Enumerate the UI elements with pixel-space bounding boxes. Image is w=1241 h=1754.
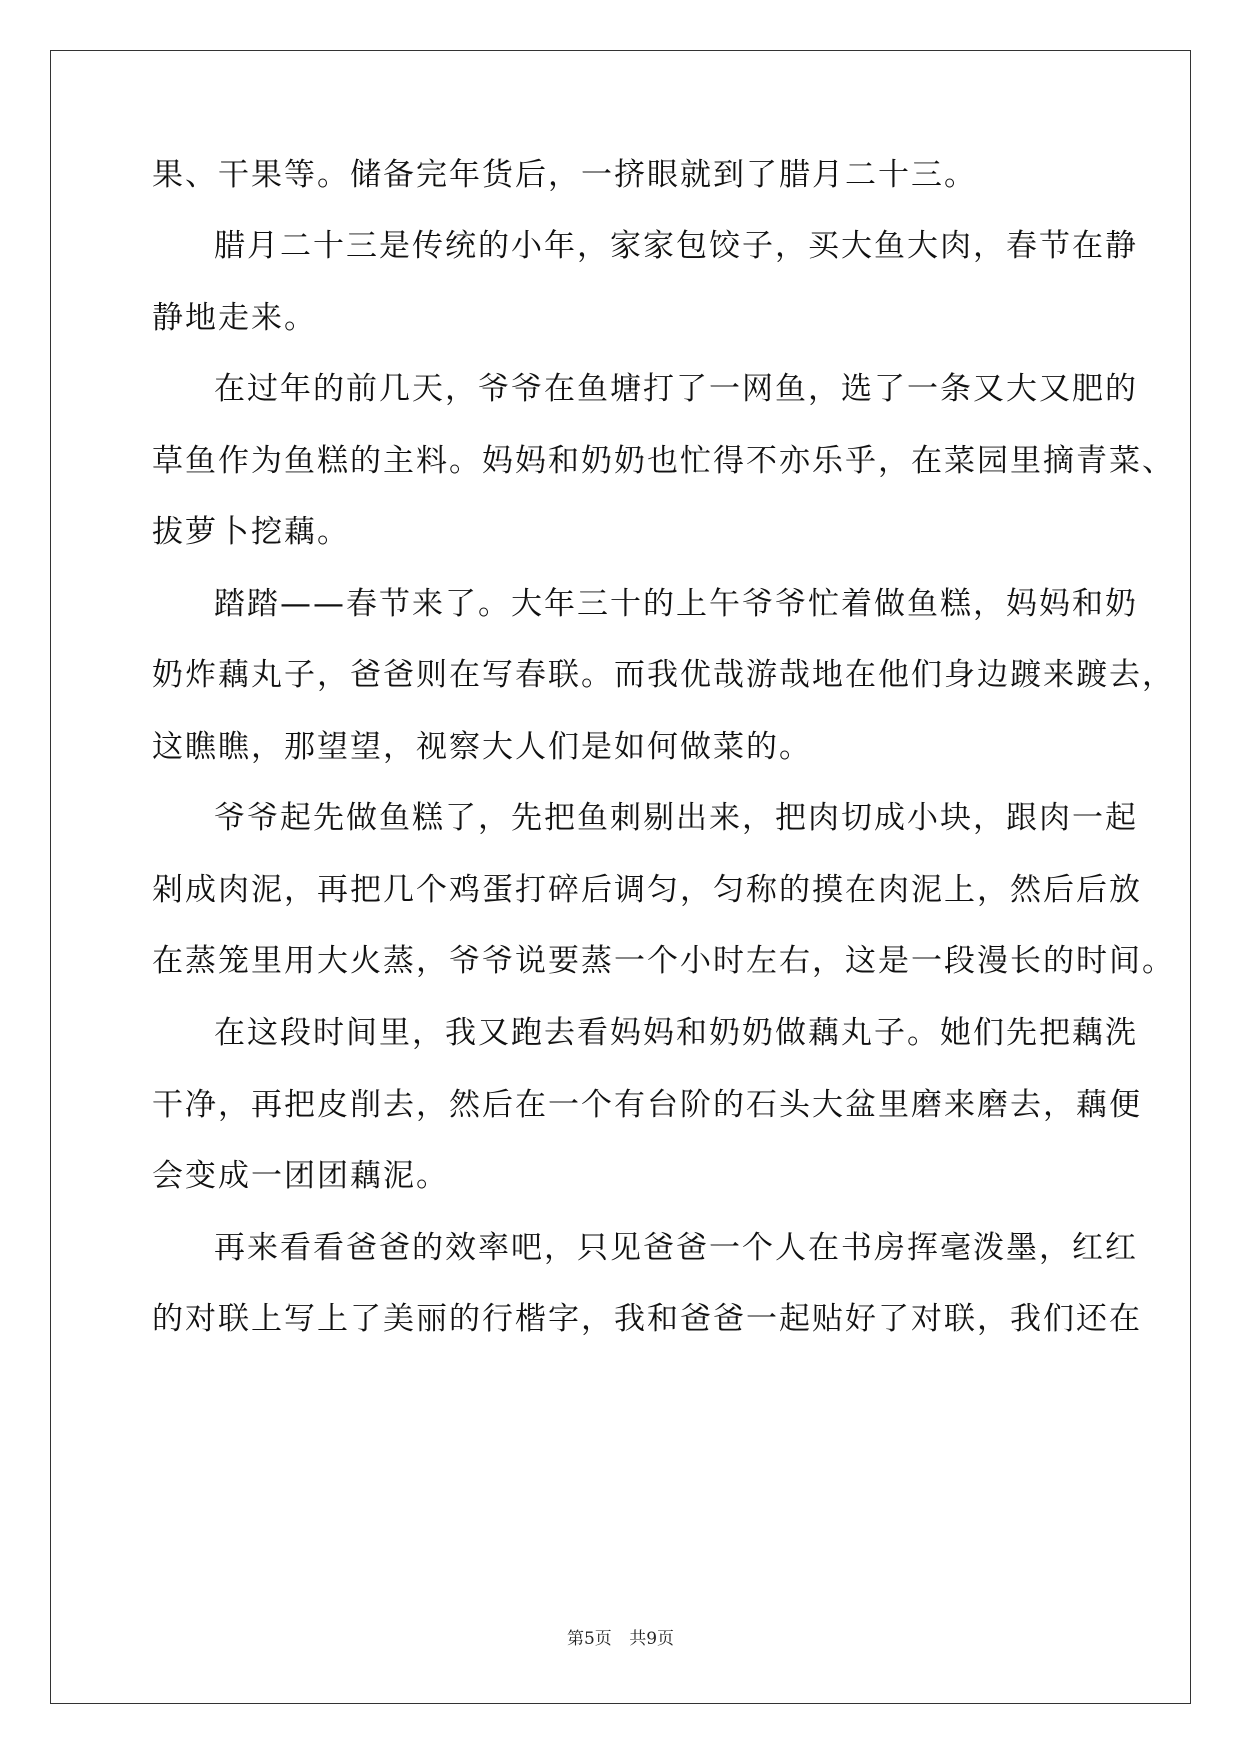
text-line-5: 草鱼作为鱼糕的主料。妈妈和奶奶也忙得不亦乐乎，在菜园里摘青菜、 — [152, 443, 1175, 479]
text-line-12: 在蒸笼里用大火蒸，爷爷说要蒸一个小时左右，这是一段漫长的时间。 — [152, 943, 1175, 979]
text-line-1: 果、干果等。储备完年货后，一挤眼就到了腊月二十三。 — [152, 157, 977, 193]
page-number: 第5页 — [566, 1629, 612, 1649]
page-total: 共9页 — [629, 1629, 675, 1649]
text-line-9: 这瞧瞧，那望望，视察大人们是如何做菜的。 — [152, 729, 812, 765]
text-line-11: 剁成肉泥，再把几个鸡蛋打碎后调匀，匀称的摸在肉泥上，然后后放 — [152, 872, 1142, 908]
text-line-8: 奶炸藕丸子，爸爸则在写春联。而我优哉游哉地在他们身边踱来踱去， — [152, 657, 1175, 693]
text-line-16: 再来看看爸爸的效率吧，只见爸爸一个人在书房挥毫泼墨，红红 — [214, 1230, 1138, 1266]
text-line-14: 干净，再把皮削去，然后在一个有台阶的石头大盆里磨来磨去，藕便 — [152, 1087, 1142, 1123]
text-line-13: 在这段时间里，我又跑去看妈妈和奶奶做藕丸子。她们先把藕洗 — [214, 1015, 1138, 1051]
text-line-7: 踏踏——春节来了。大年三十的上午爷爷忙着做鱼糕，妈妈和奶 — [214, 586, 1138, 622]
text-line-6: 拔萝卜挖藕。 — [152, 514, 350, 550]
text-line-3: 静地走来。 — [152, 300, 317, 336]
text-line-15: 会变成一团团藕泥。 — [152, 1158, 449, 1194]
text-line-4: 在过年的前几天，爷爷在鱼塘打了一网鱼，选了一条又大又肥的 — [214, 371, 1138, 407]
text-line-17: 的对联上写上了美丽的行楷字，我和爸爸一起贴好了对联，我们还在 — [152, 1301, 1142, 1337]
text-line-2: 腊月二十三是传统的小年，家家包饺子，买大鱼大肉，春节在静 — [214, 228, 1138, 264]
text-line-10: 爷爷起先做鱼糕了，先把鱼刺剔出来，把肉切成小块，跟肉一起 — [214, 800, 1138, 836]
page-footer — [0, 1628, 1241, 1650]
